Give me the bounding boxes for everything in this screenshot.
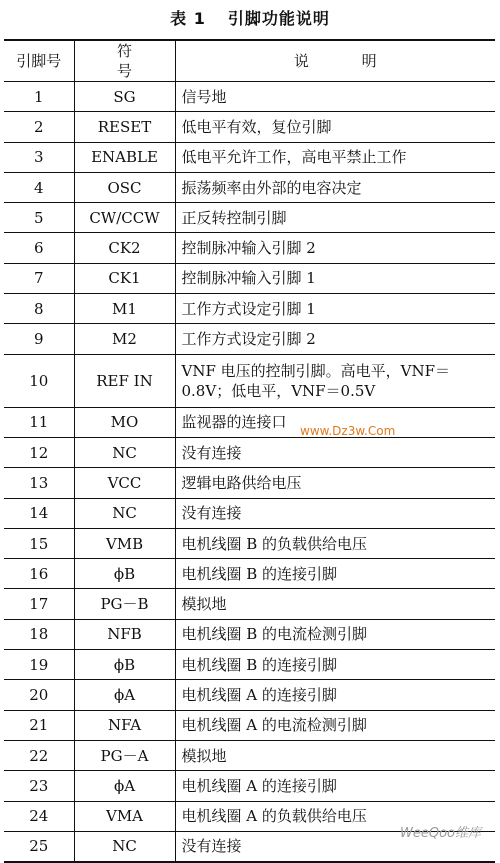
description-cell: 电机线圈 B 的连接引脚 (175, 559, 495, 589)
pin-number-cell: 6 (4, 233, 74, 263)
description-cell: 控制脉冲输入引脚 1 (175, 263, 495, 293)
description-cell: 电机线圈 A 的电流检测引脚 (175, 710, 495, 740)
symbol-cell: VCC (74, 468, 175, 498)
table-row (4, 680, 495, 710)
table-row (4, 710, 495, 740)
symbol-cell: CW/CCW (74, 203, 175, 233)
description-cell: 电机线圈 B 的连接引脚 (175, 650, 495, 680)
pin-number-cell: 10 (4, 354, 74, 407)
table-row (4, 559, 495, 589)
symbol-cell: CK1 (74, 263, 175, 293)
pin-number-cell: 1 (4, 82, 74, 112)
symbol-cell: CK2 (74, 233, 175, 263)
description-cell: 没有连接 (175, 498, 495, 528)
table-row (4, 233, 495, 263)
description-cell: 信号地 (175, 82, 495, 112)
symbol-cell: M1 (74, 294, 175, 324)
pin-number-cell: 8 (4, 294, 74, 324)
pin-number-cell: 4 (4, 172, 74, 202)
symbol-cell: M2 (74, 324, 175, 354)
header-pin-number: 引脚号 (4, 40, 74, 82)
description-cell: 电机线圈 B 的电流检测引脚 (175, 619, 495, 649)
pin-number-cell: 24 (4, 801, 74, 831)
description-cell: 工作方式设定引脚 1 (175, 294, 495, 324)
pin-number-cell: 21 (4, 710, 74, 740)
table-row (4, 112, 495, 142)
pin-number-cell: 25 (4, 831, 74, 861)
symbol-cell: NC (74, 831, 175, 861)
symbol-cell: NC (74, 498, 175, 528)
description-cell: 电机线圈 B 的负载供给电压 (175, 528, 495, 558)
table-row (4, 407, 495, 437)
table-number: 表 1 (170, 9, 206, 28)
symbol-cell: NC (74, 437, 175, 467)
symbol-cell: ϕA (74, 771, 175, 801)
table-body (4, 82, 495, 862)
table-row (4, 468, 495, 498)
description-cell: 低电平有效，复位引脚 (175, 112, 495, 142)
pin-number-cell: 15 (4, 528, 74, 558)
table-row (4, 294, 495, 324)
description-cell: 电机线圈 A 的负载供给电压 (175, 801, 495, 831)
pin-number-cell: 22 (4, 740, 74, 770)
table-row (4, 589, 495, 619)
symbol-cell: NFA (74, 710, 175, 740)
table-row (4, 203, 495, 233)
symbol-cell: OSC (74, 172, 175, 202)
table-row (4, 354, 495, 407)
watermark-site: www.Dz3w.Com (300, 424, 396, 438)
description-cell: 模拟地 (175, 589, 495, 619)
pin-number-cell: 3 (4, 142, 74, 172)
table-caption: 引脚功能说明 (227, 9, 330, 28)
symbol-cell: RESET (74, 112, 175, 142)
pin-number-cell: 14 (4, 498, 74, 528)
header-description: 说 明 (175, 40, 495, 82)
table-row (4, 771, 495, 801)
description-cell: 工作方式设定引脚 2 (175, 324, 495, 354)
watermark-logo: WeeQoo维库 (400, 826, 481, 841)
symbol-cell: PG－B (74, 589, 175, 619)
description-cell: 没有连接 (175, 437, 495, 467)
pin-number-cell: 13 (4, 468, 74, 498)
symbol-cell: SG (74, 82, 175, 112)
pin-number-cell: 19 (4, 650, 74, 680)
header-symbol: 符 号 (74, 40, 175, 82)
table-row (4, 650, 495, 680)
pin-number-cell: 18 (4, 619, 74, 649)
description-cell: 电机线圈 A 的连接引脚 (175, 680, 495, 710)
table-row (4, 740, 495, 770)
pin-number-cell: 12 (4, 437, 74, 467)
description-cell: 低电平允许工作，高电平禁止工作 (175, 142, 495, 172)
pin-number-cell: 9 (4, 324, 74, 354)
symbol-cell: ENABLE (74, 142, 175, 172)
symbol-cell: REF IN (74, 354, 175, 407)
pin-number-cell: 20 (4, 680, 74, 710)
symbol-cell: MO (74, 407, 175, 437)
table-row (4, 263, 495, 293)
pin-number-cell: 17 (4, 589, 74, 619)
description-cell: 逻辑电路供给电压 (175, 468, 495, 498)
symbol-cell: VMA (74, 801, 175, 831)
symbol-cell: NFB (74, 619, 175, 649)
pin-number-cell: 2 (4, 112, 74, 142)
table-row (4, 142, 495, 172)
pin-number-cell: 23 (4, 771, 74, 801)
description-cell: 没有连接 (175, 831, 495, 861)
symbol-cell: PG－A (74, 740, 175, 770)
description-cell: 控制脉冲输入引脚 2 (175, 233, 495, 263)
description-cell: 正反转控制引脚 (175, 203, 495, 233)
table-row (4, 498, 495, 528)
symbol-cell: ϕA (74, 680, 175, 710)
table-row (4, 437, 495, 467)
pin-number-cell: 11 (4, 407, 74, 437)
pin-number-cell: 16 (4, 559, 74, 589)
table-row (4, 324, 495, 354)
description-cell: 振荡频率由外部的电容决定 (175, 172, 495, 202)
description-cell: 模拟地 (175, 740, 495, 770)
symbol-cell: VMB (74, 528, 175, 558)
description-cell: VNF 电压的控制引脚。高电平，VNF＝0.8V；低电平，VNF＝0.5V (175, 354, 495, 407)
description-cell: 电机线圈 A 的连接引脚 (175, 771, 495, 801)
table-row (4, 172, 495, 202)
description-cell: 监视器的连接口 (175, 407, 495, 437)
pin-function-table (4, 39, 495, 863)
symbol-cell: ϕB (74, 559, 175, 589)
pin-number-cell: 7 (4, 263, 74, 293)
table-row (4, 82, 495, 112)
table-title (0, 6, 500, 29)
symbol-cell: ϕB (74, 650, 175, 680)
table-row (4, 619, 495, 649)
table-row (4, 528, 495, 558)
pin-number-cell: 5 (4, 203, 74, 233)
